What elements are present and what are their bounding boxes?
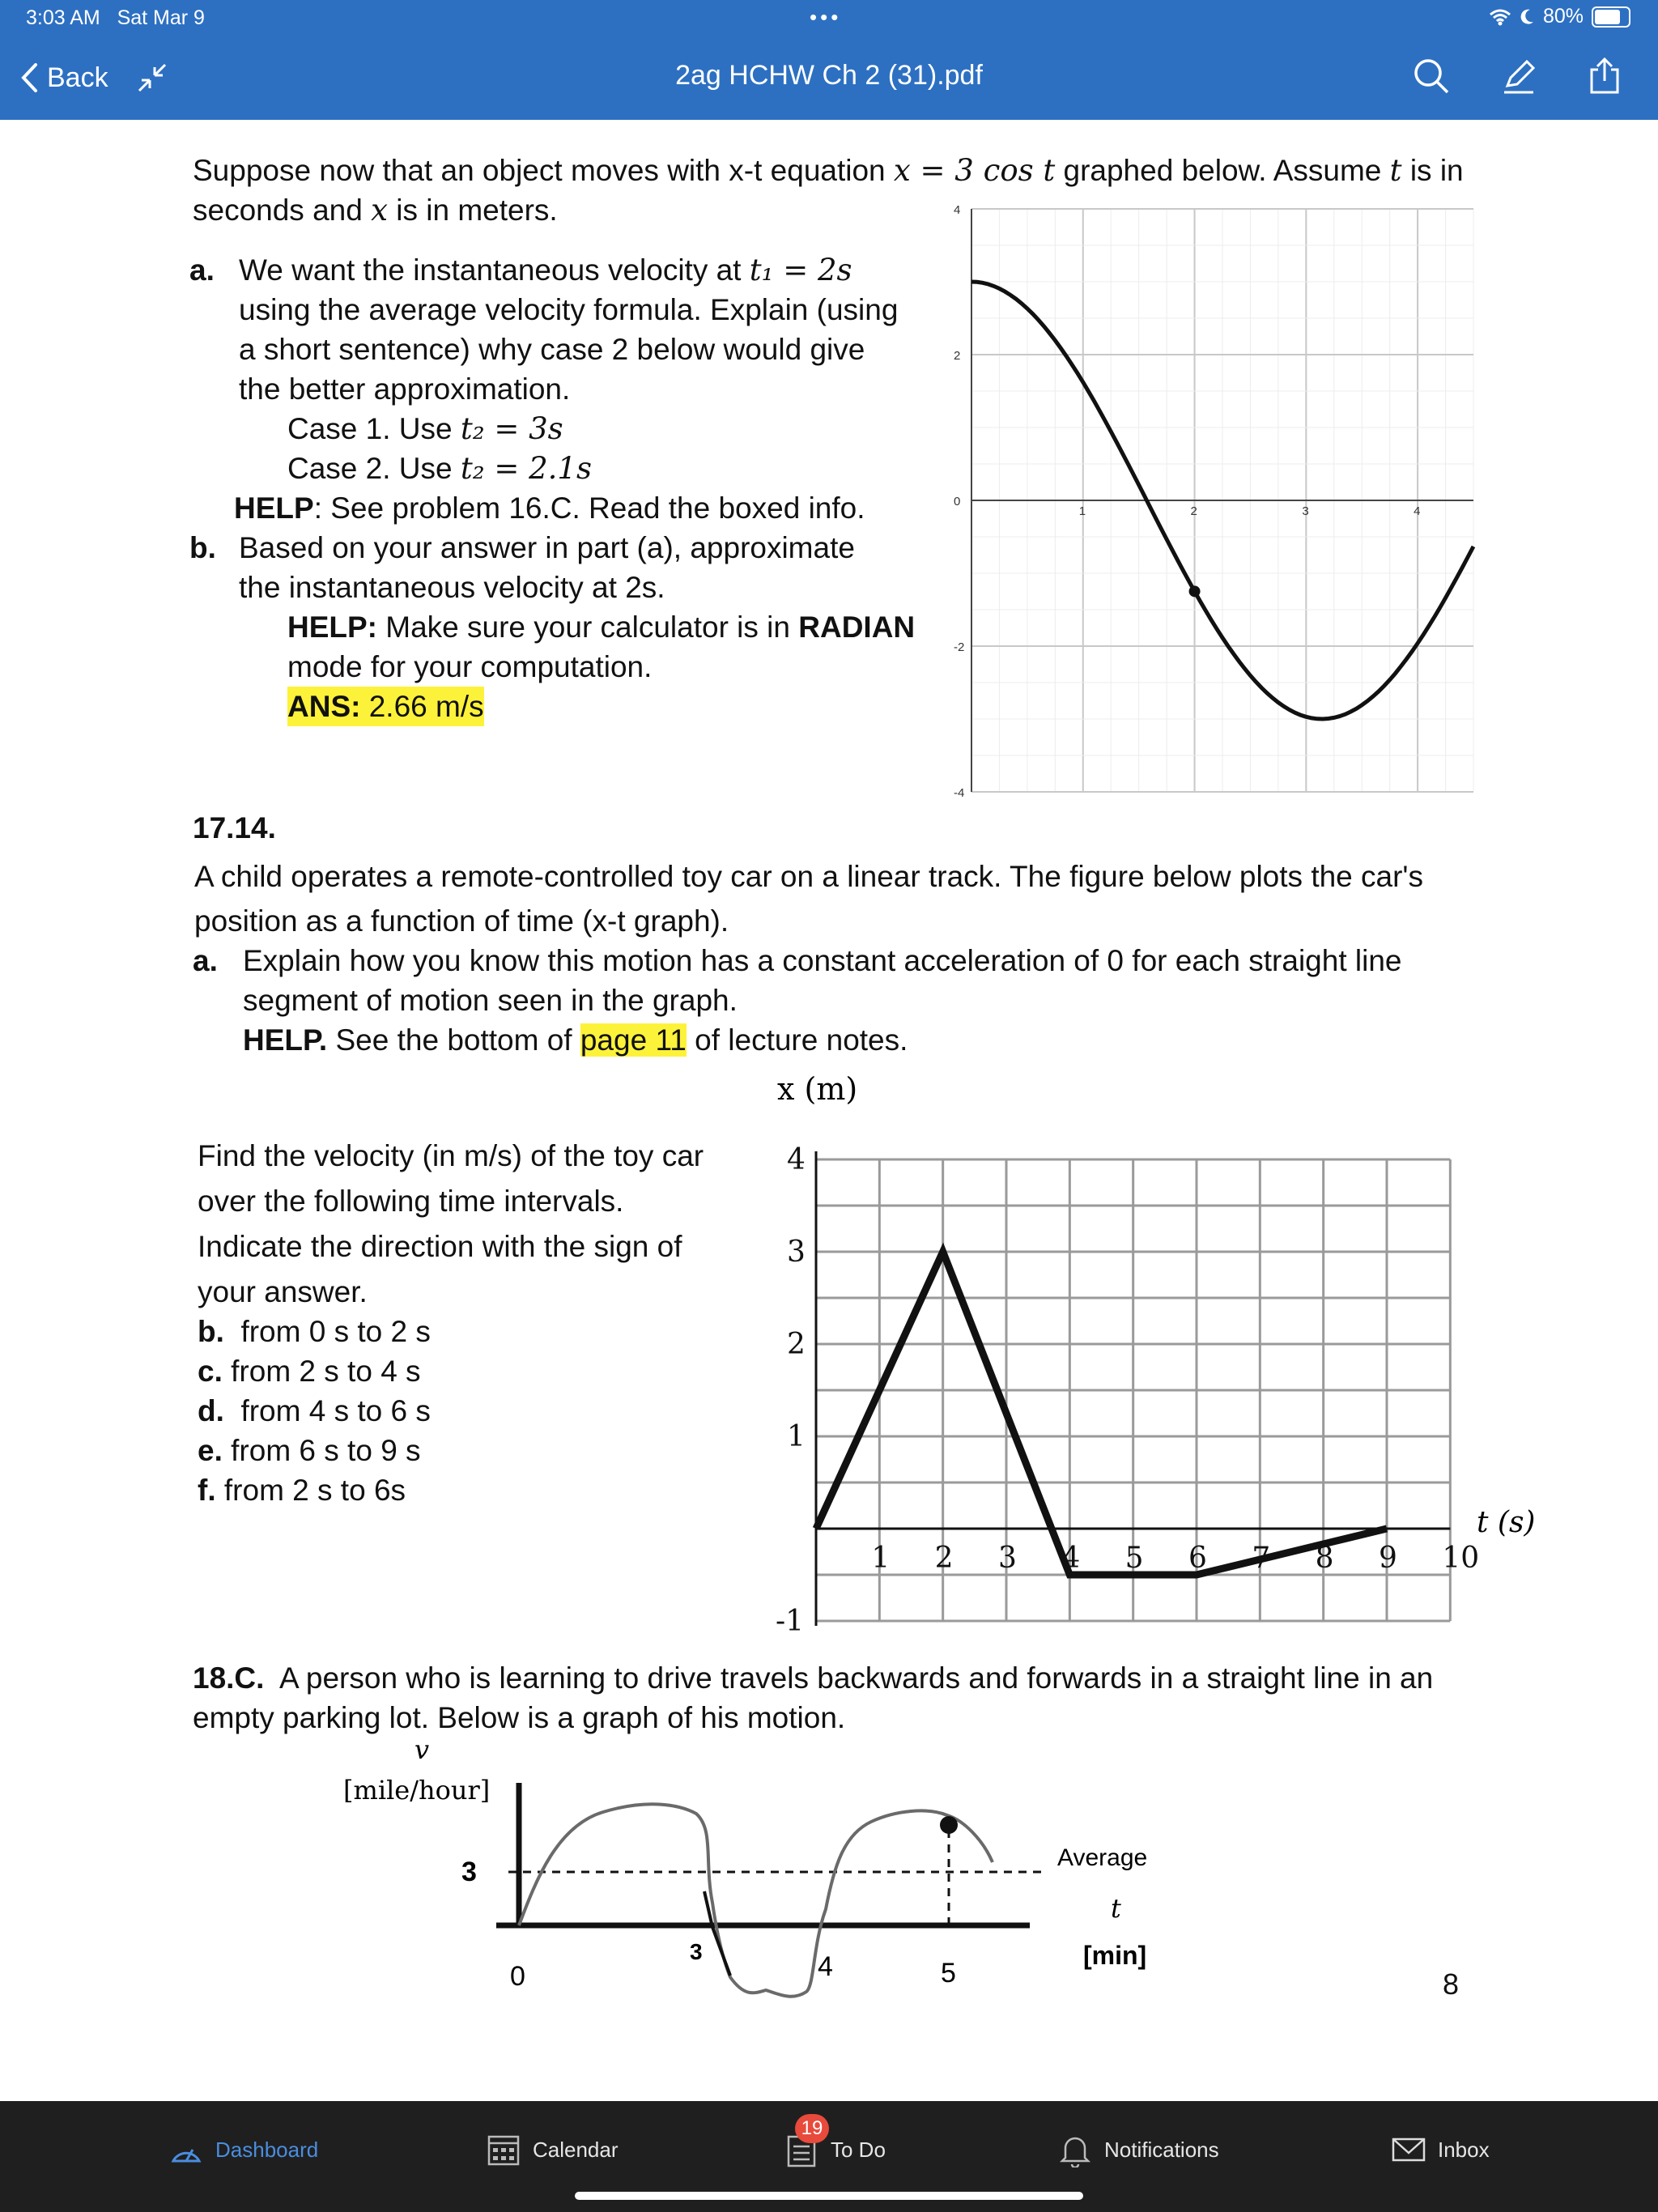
problem-17-a-line-1: Explain how you know this motion has a constant acceleration of 0 for each straight line xyxy=(243,944,1402,977)
t-label: t xyxy=(1111,1893,1121,1924)
todo-badge: 19 xyxy=(795,2114,829,2143)
x-tick-3: 3 xyxy=(690,1939,703,1964)
x-tick-label: 3 xyxy=(998,1542,1017,1575)
annotate-pen-icon[interactable] xyxy=(1499,57,1538,96)
status-indicators xyxy=(1490,5,1630,28)
x-tick-label: 6 xyxy=(1188,1542,1207,1575)
problem-17-heading: 17.14. xyxy=(193,811,276,844)
help-2: HELP: Make sure your calculator is in RADIAN xyxy=(287,610,916,644)
interval-item: d. from 4 s to 6 s xyxy=(198,1394,431,1427)
tab-dashboard[interactable]: Dashboard xyxy=(168,2132,318,2167)
tab-todo[interactable]: To Do xyxy=(784,2132,886,2167)
part-a-line-1: We want the instantaneous velocity at t₁ = 2s xyxy=(239,253,852,287)
home-indicator[interactable] xyxy=(575,2192,1083,2200)
y-tick-label: 2 xyxy=(954,349,961,363)
interval-item: b. from 0 s to 2 s xyxy=(198,1315,431,1348)
document-title: 2ag HCHW Ch 2 (31).pdf xyxy=(675,60,983,91)
problem-17-help: HELP. See the bottom of page 11 of lecture notes. xyxy=(243,1023,908,1057)
case-1: Case 1. Use t₂ = 3s xyxy=(287,411,563,446)
moon-icon xyxy=(1519,8,1535,26)
battery-icon xyxy=(1592,6,1630,28)
y-axis-label: x (m) xyxy=(777,1071,858,1107)
y-tick-3: 3 xyxy=(461,1857,477,1887)
calendar-icon xyxy=(486,2132,521,2167)
x-tick-label: 7 xyxy=(1252,1542,1271,1575)
wifi-icon xyxy=(1490,8,1511,26)
average-label: Average xyxy=(1057,1844,1148,1871)
x-tick-label: 4 xyxy=(1414,504,1421,518)
y-tick-label: -2 xyxy=(954,640,965,654)
tab-notifications[interactable]: Notifications xyxy=(1057,2132,1219,2167)
y-tick-label: -4 xyxy=(954,786,965,800)
intro-line-1: Suppose now that an object moves with x-t equation x = 3 cos t graphed below. Assume t is in xyxy=(193,153,1464,188)
x-tick-5: 5 xyxy=(941,1958,956,1989)
x-tick-label: 2 xyxy=(934,1542,954,1575)
x-tick-label: 9 xyxy=(1379,1542,1397,1575)
part-b-line-1: Based on your answer in part (a), approximate xyxy=(239,531,855,564)
t-unit-label: [min] xyxy=(1083,1941,1147,1970)
y-tick-label: -1 xyxy=(776,1605,805,1638)
x-tick-label: 3 xyxy=(1302,504,1309,518)
v-unit-label: [mile/hour] xyxy=(343,1775,491,1806)
y-tick-label: 4 xyxy=(787,1143,806,1176)
x-tick-label: 10 xyxy=(1442,1542,1480,1575)
part-a-line-4: the better approximation. xyxy=(239,372,571,406)
app-header xyxy=(0,0,1658,120)
y-tick-label: 1 xyxy=(787,1420,806,1453)
problem-18-line-2: empty parking lot. Below is a graph of his motion. xyxy=(193,1701,846,1734)
cosine-grid xyxy=(971,209,1473,792)
max-point xyxy=(940,1816,958,1834)
problem-18-line-1: 18.C. A person who is learning to drive travels backwards and forwards in a straight line in an xyxy=(193,1661,1434,1695)
search-icon[interactable] xyxy=(1412,57,1451,96)
help-1: HELP: See problem 16.C. Read the boxed info. xyxy=(234,491,865,525)
x-tick-label: 4 xyxy=(1061,1542,1081,1575)
bell-icon xyxy=(1057,2132,1093,2167)
problem-17-a-label: a. xyxy=(193,944,218,977)
page-number: 8 xyxy=(1443,1967,1460,2001)
part-a-label: a. xyxy=(189,253,215,287)
battery-percent: 80% xyxy=(1542,5,1584,28)
tab-calendar[interactable]: Calendar xyxy=(486,2132,619,2167)
velocity-time-graph xyxy=(324,1733,1538,2024)
x-tick-label: 1 xyxy=(871,1542,891,1575)
help-2-line-2: mode for your computation. xyxy=(287,650,653,683)
y-tick-label: 0 xyxy=(954,495,961,508)
bottom-tab-bar xyxy=(0,2101,1658,2212)
x-axis-label: t (s) xyxy=(1477,1506,1536,1539)
x-tick-label: 1 xyxy=(1078,504,1086,518)
y-tick-label: 2 xyxy=(787,1328,806,1361)
position-time-graph xyxy=(753,1069,1562,1644)
x-tick-4: 4 xyxy=(818,1951,833,1982)
problem-17-line-1: A child operates a remote-controlled toy car on a linear track. The figure below plots the car's xyxy=(194,860,1423,893)
envelope-icon xyxy=(1391,2132,1426,2167)
interval-item: c. from 2 s to 4 s xyxy=(198,1355,421,1388)
x-tick-label: 2 xyxy=(1190,504,1197,518)
y-tick-label: 4 xyxy=(954,203,961,217)
case-2: Case 2. Use t₂ = 2.1s xyxy=(287,451,592,486)
problem-17-line-2: position as a function of time (x-t graph). xyxy=(194,904,729,938)
back-label: Back xyxy=(47,62,108,93)
velocity-curve xyxy=(519,1804,993,1996)
tab-inbox[interactable]: Inbox xyxy=(1391,2132,1490,2167)
part-a-line-2: using the average velocity formula. Explain (using xyxy=(239,293,899,326)
part-b-label: b. xyxy=(189,531,216,564)
interval-item: e. from 6 s to 9 s xyxy=(198,1434,421,1467)
multitask-dots[interactable]: ••• xyxy=(810,5,842,29)
answer-highlight: ANS: 2.66 m/s xyxy=(287,687,484,726)
part-b-line-2: the instantaneous velocity at 2s. xyxy=(239,571,665,604)
y-tick-label: 3 xyxy=(787,1236,806,1269)
x-tick-label: 5 xyxy=(1124,1542,1144,1575)
dashboard-icon xyxy=(168,2132,204,2167)
v-label: v xyxy=(414,1734,430,1765)
problem-17-a-line-2: segment of motion seen in the graph. xyxy=(243,984,738,1017)
status-time: 3:03 AM Sat Mar 9 xyxy=(26,6,205,29)
find-velocity-text: Find the velocity (in m/s) of the toy car over the following time intervals. Indicate the direction with the sign of your answer. xyxy=(198,1139,704,1308)
interval-list xyxy=(198,1312,431,1510)
position-line xyxy=(816,1252,1387,1575)
cosine-graph xyxy=(931,202,1482,834)
share-icon[interactable] xyxy=(1585,57,1624,96)
x-tick-label: 8 xyxy=(1315,1542,1334,1575)
intro-line-2: seconds and x is in meters. xyxy=(193,193,558,228)
part-a-line-3: a short sentence) why case 2 below would give xyxy=(239,333,865,366)
x-tick-0: 0 xyxy=(510,1961,525,1992)
marked-point xyxy=(1189,585,1201,597)
interval-item: f. from 2 s to 6s xyxy=(198,1474,406,1507)
